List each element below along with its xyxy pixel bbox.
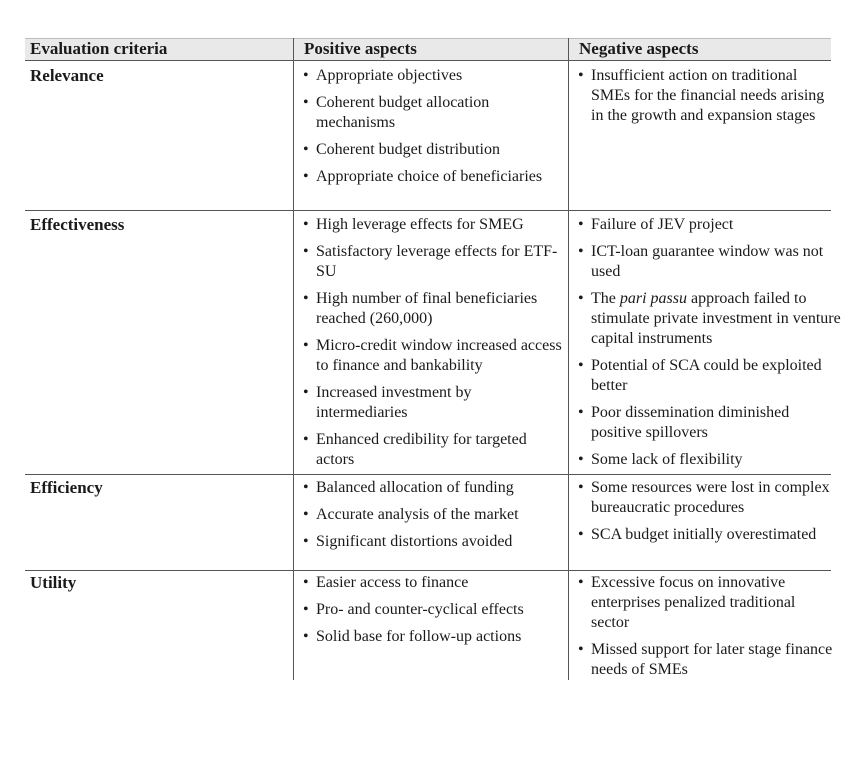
list-item: • Insufficient action on traditional SMEs for the financial needs arising in the growth and expansion stages [577,66,835,126]
list-item: • Enhanced credibility for targeted actors [302,430,564,470]
criterion-utility: Utility [30,573,77,592]
list-item: • Balanced allocation of funding [302,478,564,498]
list-item: • Failure of JEV project [577,215,835,235]
header-criteria: Evaluation criteria [30,39,168,58]
pari-passu-suffix: approach failed to stimulate private investment in venture capital instruments [591,290,841,347]
list-item: • Potential of SCA could be exploited better [577,356,835,396]
list-item: • Coherent budget allocation mechanisms [302,93,564,133]
list-item: • High leverage effects for SMEG [302,215,564,235]
row-divider [25,210,831,211]
utility-negative-list [577,573,835,687]
list-item: • Accurate analysis of the market [302,505,564,525]
header-negative: Negative aspects [579,39,699,58]
pari-passu-prefix: The [591,290,620,307]
list-item: • Appropriate choice of beneficiaries [302,167,564,187]
efficiency-positive-list [302,478,564,559]
effectiveness-positive-list [302,215,564,477]
column-divider [293,38,294,680]
evaluation-table [25,38,841,680]
list-item: • Some lack of flexibility [577,450,835,470]
list-item: • Coherent budget distribution [302,140,564,160]
list-item: • Micro-credit window increased access to finance and bankability [302,336,564,376]
list-item: • Appropriate objectives [302,66,564,86]
list-item: • Satisfactory leverage effects for ETF-SU [302,242,564,282]
list-item [577,289,843,349]
efficiency-negative-list [577,478,835,552]
list-item: • Some resources were lost in complex bureaucratic procedures [577,478,835,518]
list-item: • Excessive focus on innovative enterprises penalized traditional sector [577,573,835,633]
list-item: • Increased investment by intermediaries [302,383,564,423]
criterion-efficiency: Efficiency [30,478,103,497]
list-item: • ICT-loan guarantee window was not used [577,242,835,282]
relevance-negative-list [577,66,835,133]
row-divider [25,570,831,571]
list-item: • Missed support for later stage finance needs of SMEs [577,640,835,680]
column-divider [568,38,569,680]
utility-positive-list [302,573,564,654]
relevance-positive-list [302,66,564,194]
criterion-effectiveness: Effectiveness [30,215,125,234]
list-item: • High number of final beneficiaries reached (260,000) [302,289,564,329]
list-item: • Easier access to finance [302,573,564,593]
header-positive: Positive aspects [304,39,417,58]
list-item: • Solid base for follow-up actions [302,627,564,647]
pari-passu-term: pari passu [619,290,687,307]
list-item: • Pro- and counter-cyclical effects [302,600,564,620]
list-item: • Poor dissemination diminished positive spillovers [577,403,835,443]
list-item: • Significant distortions avoided [302,532,564,552]
list-item: • SCA budget initially overestimated [577,525,835,545]
header-divider [25,60,831,61]
effectiveness-negative-list [577,215,841,477]
criterion-relevance: Relevance [30,66,104,85]
